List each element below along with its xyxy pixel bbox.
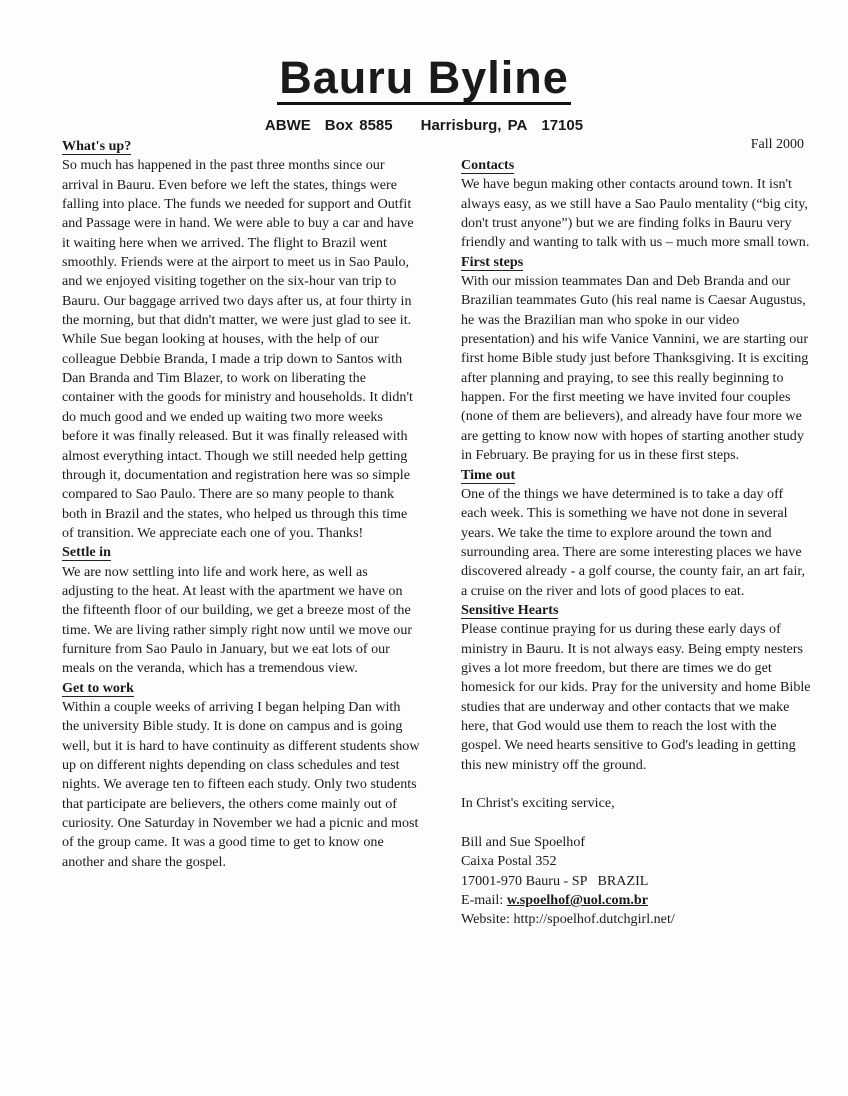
- signature-names: Bill and Sue Spoelhof: [461, 834, 586, 851]
- zip-code: 17105: [541, 117, 584, 134]
- closing-salutation: In Christ's exciting service,: [461, 795, 615, 812]
- section-body: Within a couple weeks of arriving I began helping Dan with the university Bible study. It is done on campus and is going well, but it is hard to have continuity as different students show up on different nights depending on class schedules and test nights. We average ten to fifteen each study. Only two students that participate are believers, the others come mainly out of curiosity. One Saturday in November we had a picnic and most of the group came. It was a good time to get to know one another and share the gospel.: [62, 698, 420, 870]
- city-state: Harrisburg, PA: [420, 117, 528, 134]
- email-link[interactable]: w.spoelhof@uol.com.br: [506, 892, 648, 909]
- issue-season: Fall 2000: [750, 137, 804, 152]
- section-heading: Sensitive Hearts: [461, 601, 559, 618]
- section-first-steps: [461, 253, 811, 466]
- section-whats-up: [62, 137, 420, 543]
- section-heading: What's up?: [62, 138, 132, 154]
- mailing-address: [0, 117, 848, 134]
- website-link[interactable]: http://spoelhof.dutchgirl.net/: [513, 911, 675, 928]
- section-body: We are now settling into life and work here, as well as adjusting to the heat. At least with the apartment we have on the fifteenth floor of our building, we get a breeze most of the time. We are living rather simply right now until we move our furniture from Sao Paulo in January, but we eat lots of our meals on the veranda, which has a tremendous view.: [62, 563, 413, 677]
- postal-address-line2: 17001-970 Bauru - SP BRAZIL: [461, 872, 649, 889]
- email-label: E-mail:: [461, 892, 504, 909]
- section-body: We have begun making other contacts around town. It isn't always easy, as we still have a Sao Paulo mentality (“big city, don't trust anyone”) but we are finding folks in Bauru very friendly and wanting to talk with us – much more small town.: [461, 176, 810, 251]
- section-heading: Settle in: [62, 544, 111, 561]
- section-heading: Get to work: [62, 679, 135, 696]
- section-heading: Time out: [461, 466, 516, 483]
- section-body: With our mission teammates Dan and Deb Branda and our Brazilian teammates Guto (his real name is Caesar Augustus, he was the Brazilian man who spoke in our video presentation) and his wife Vanice Vannini, we are starting our first home Bible study just before Thanksgiving. It is exciting after planning and praying, to see this really beginning to happen. For the first meeting we have invited four couples (none of them are believers), and already have four more we are getting to know now with hopes of starting another study in February. Be praying for us in these first steps.: [461, 273, 809, 464]
- org-name: ABWE: [264, 117, 311, 134]
- website-label: Website:: [461, 911, 510, 928]
- section-settle-in: [62, 543, 420, 678]
- website-line: [461, 910, 811, 929]
- newsletter-title-text: Bauru Byline: [279, 52, 569, 103]
- section-sensitive-hearts: [461, 601, 811, 775]
- section-body: So much has happened in the past three months since our arrival in Bauru. Even before we left the states, things were falling into place. The funds we needed for support and Outfit and Passage were in hand. We were able to buy a car and have it waiting here when we arrived. The flight to Brazil went smoothly. Friends were at the airport to meet us in Sao Paulo, and we enjoyed visiting together on the six-hour van trip to Bauru. Our baggage arrived two days after us, at four thirty in the morning, but that didn't matter, we were just glad to see it. While Sue began looking at houses, with the help of our colleague Debbie Branda, I made a trip down to Santos with Dan Branda and Tim Blazer, to work on liberating the container with the goods for ministry and households. It didn't do much good and we ended up waiting two more weeks before it was finally released. But it was finally released with almost everything intact. Though we still needed help getting through it, documentation and registration here was so simple compared to Sao Paulo. There are so many people to thank both in Brazil and the states, who helped us through this time of transition. We appreciate each one of you. Thanks!: [62, 157, 414, 541]
- newsletter-title: [0, 52, 848, 105]
- section-heading: First steps: [461, 253, 524, 270]
- section-heading: Contacts: [461, 157, 515, 173]
- section-contacts: [461, 156, 811, 253]
- right-column: [461, 156, 811, 930]
- section-get-to-work: [62, 679, 420, 872]
- email-line: [461, 891, 811, 910]
- section-body: Please continue praying for us during these early days of ministry in Bauru. It is not always easy. Being empty nesters gives a lot more freedom, but there are times we do get homesick for our kids. Pray for the university and home Bible studies that are underway and other contacts that we make here, that God would use them to reach the lost with the gospel. We need hearts sensitive to God's leading in getting this new ministry off the ground.: [461, 621, 811, 773]
- po-box: Box 8585: [324, 117, 393, 134]
- postal-address-line1: Caixa Postal 352: [461, 853, 557, 870]
- section-time-out: [461, 466, 811, 601]
- section-body: One of the things we have determined is to take a day off each week. This is something we have not done in several years. We take the time to explore around the town and surrounding area. There are some interesting places we have discovered already - a golf course, the county fair, an art fair, a cruise on the river and lots of good places to eat.: [461, 485, 806, 599]
- left-column: [62, 137, 420, 872]
